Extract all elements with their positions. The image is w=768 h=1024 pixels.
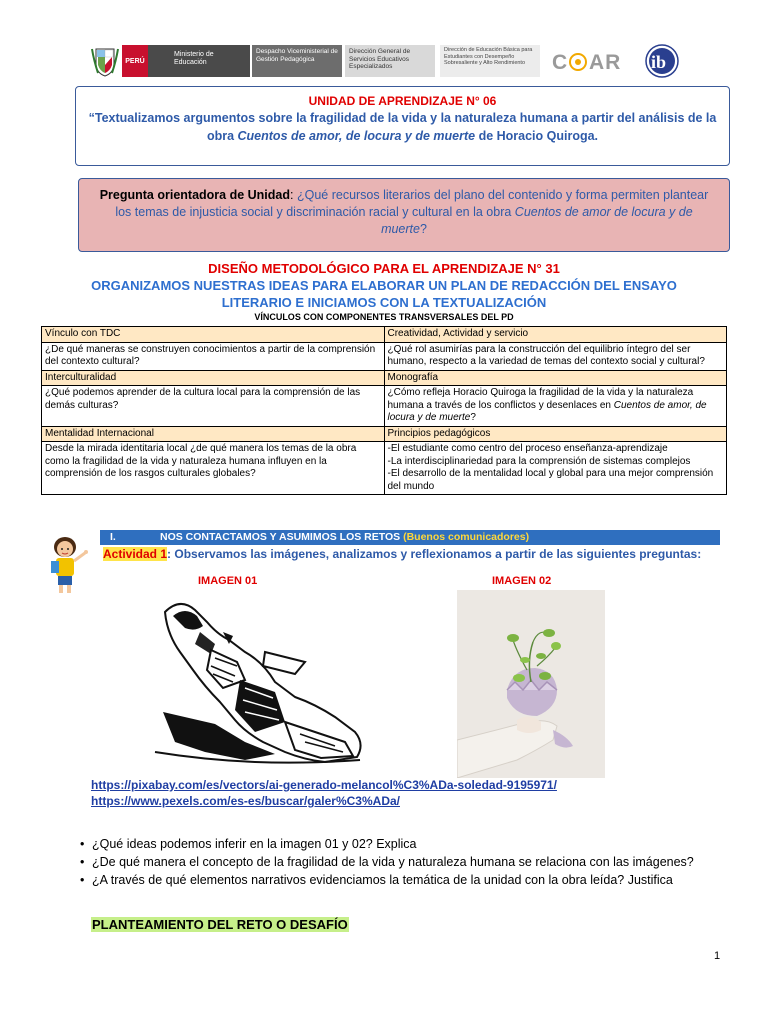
table-cell: Principios pedagógicos [384,426,727,442]
table-cell: Mentalidad Internacional [42,426,385,442]
table-cell: Monografía [384,370,727,386]
pregunta-text1: ¿Qué recursos literarios del plano del contenido y forma permiten plantear los temas de injusticia social y discriminación racial y cultural en la obra [115,188,709,219]
table-cell: ¿De qué maneras se construyen conocimientos a partir de la comprensión del contexto cultural? [42,342,385,370]
pexels-link[interactable]: https://www.pexels.com/es-es/buscar/galer%C3%ADa/ [91,794,400,808]
page-number: 1 [714,950,721,962]
table-cell: Vínculo con TDC [42,327,385,343]
pregunta-text2: ? [419,222,427,236]
unit-title: UNIDAD DE APRENDIZAJE N° 06 [308,94,497,108]
vinculos-table [41,326,727,495]
table-cell [384,386,727,427]
ministerio-label: Ministerio de Educación [148,45,250,77]
table-cell: Creatividad, Actividad y servicio [384,327,727,343]
diseno-heading [40,260,728,323]
pregunta-orientadora-box [78,178,730,252]
header-logos [90,43,690,79]
cell-work-title: Cuentos de amor, de locura y de muerte [387,399,707,423]
unit-description [88,109,717,145]
actividad-text: : Observamos las imágenes, analizamos y reflexionamos a partir de las siguientes preguntas: [167,547,702,561]
cell-text: ? [470,412,476,423]
section-header-bar [100,530,720,545]
unit-desc-work-title: Cuentos de amor, de locura y de muerte [237,129,476,143]
questions-list [78,835,762,889]
pregunta-label: Pregunta orientadora de Unidad [99,188,291,202]
list-item: • ¿Qué ideas podemos inferir en la imagen 01 y 02? Explica [92,835,762,853]
pregunta-colon: : [290,188,297,202]
principio-item: -El desarrollo de la mentalidad local y global para una mejor comprensión del mundo [387,468,714,492]
section-highlight: (Buenos comunicadores) [403,531,530,543]
peru-label: PERÚ [122,45,148,77]
principio-item: -La interdisciplinariedad para la comprensión de sistemas complejos [387,455,691,467]
table-row [42,442,727,495]
pregunta-work-title: Cuentos de amor de locura y de muerte [381,205,693,236]
table-row [42,370,727,386]
section-title: NOS CONTACTAMOS Y ASUMIMOS LOS RETOS [160,531,404,543]
peru-shield-icon [90,45,120,77]
table-cell: Desde la mirada identitaria local ¿de qué manera los temas de la obra como la fragilidad de la vida y naturaleza humana influyen en la comprensión de los rasgos culturales globales? [42,442,385,495]
eggshell-plant-photo [457,590,605,778]
table-cell: Interculturalidad [42,370,385,386]
table-row [42,386,727,427]
actividad-heading [103,547,701,561]
list-item: • ¿A través de qué elementos narrativos evidenciamos la temática de la unidad con la obra leída? Justifica [92,871,762,889]
despacho-label: Despacho Viceministerial de Gestión Pedagógica [252,45,342,77]
svg-text:C: C [552,51,569,74]
svg-text:ib: ib [651,52,667,72]
ib-logo [636,43,688,79]
pixabay-link[interactable]: https://pixabay.com/es/vectors/ai-generado-melancol%C3%ADa-soledad-9195971/ [91,778,557,792]
principio-item: -El estudiante como centro del proceso enseñanza-aprendizaje [387,443,668,454]
diseno-title: DISEÑO METODOLÓGICO PARA EL APRENDIZAJE N° 31 [208,261,560,276]
section-number: I. [110,531,116,543]
unit-title-box [75,86,730,166]
image-01-label: IMAGEN 01 [198,575,258,587]
table-cell: ¿Qué podemos aprender de la cultura local para la comprensión de las demás culturas? [42,386,385,427]
list-item: • ¿De qué manera el concepto de la fragilidad de la vida y naturaleza humana se relaciona con las imágenes? [92,853,762,871]
diseno-subtitle-1: ORGANIZAMOS NUESTRAS IDEAS PARA ELABORAR UN PLAN DE REDACCIÓN DEL ENSAYO [91,278,677,293]
direccion-general-label: Dirección General de Servicios Educativos Especializados [345,45,435,77]
svg-text:AR: AR [589,51,622,74]
table-row [42,327,727,343]
planteamiento-heading: PLANTEAMIENTO DEL RETO O DESAFÍO [92,917,348,932]
unit-desc-part2: de Horacio Quiroga. [475,129,599,143]
diseno-subtitle-2: LITERARIO E INICIAMOS CON LA TEXTUALIZACIÓN [221,295,547,310]
coar-logo [550,47,626,77]
student-illustration [45,535,100,595]
image-02-label: IMAGEN 02 [492,575,552,587]
cell-text: ¿Cómo refleja Horacio Quiroga la fragilidad de la vida y la naturaleza humana a través de los conflictos y desenlaces en [387,387,694,411]
table-row [42,426,727,442]
table-row [42,342,727,370]
vinculos-heading: VÍNCULOS CON COMPONENTES TRANSVERSALES DEL PD [254,312,514,322]
table-cell: ¿Qué rol asumirías para la construcción del equilibrio íntegro del ser humano, respecto a la variedad de temas del contexto social y cultural? [384,342,727,370]
actividad-label: Actividad 1 [103,547,168,561]
table-cell [384,442,727,495]
knight-illustration [145,592,370,770]
direccion-educacion-label: Dirección de Educación Básica para Estudiantes con Desempeño Sobresaliente y Alto Rendimiento [440,45,540,77]
unit-desc-part1: “Textualizamos argumentos sobre la fragilidad de la vida y la naturaleza humana a partir del análisis de la obra [88,111,717,143]
